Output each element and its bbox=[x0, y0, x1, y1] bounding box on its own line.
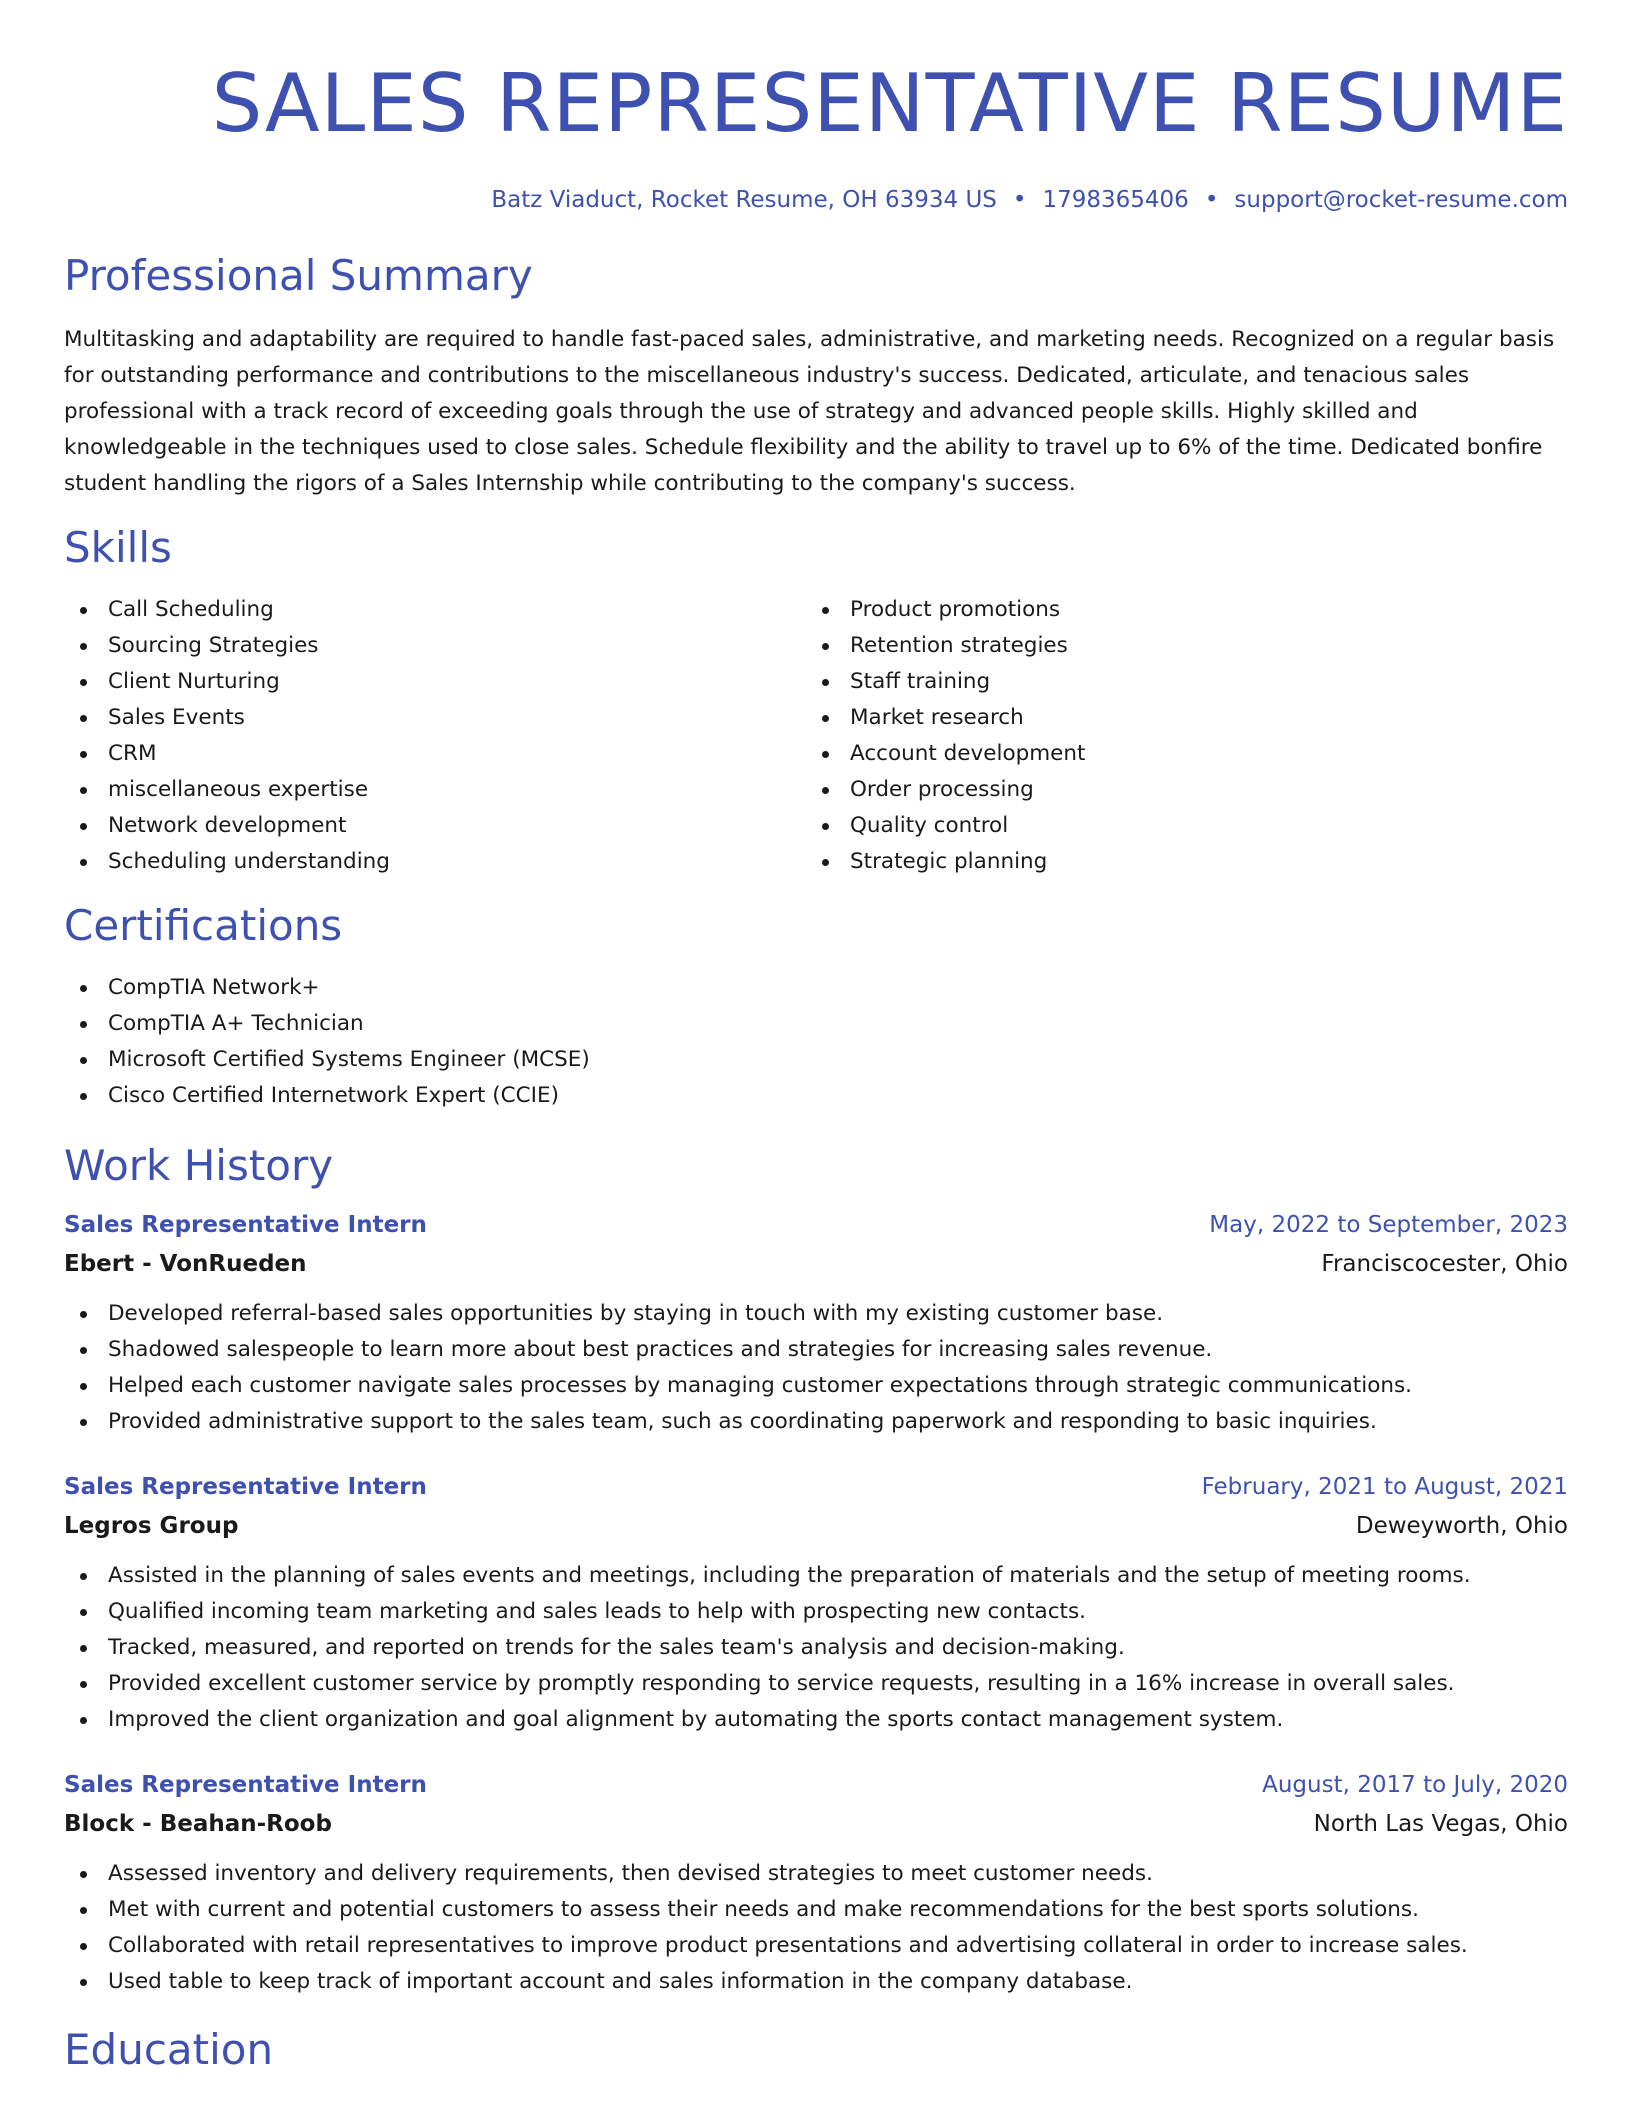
job-bullets bbox=[64, 1856, 1568, 2000]
work-history-section bbox=[64, 1138, 1568, 2000]
job-title: Sales Representative Intern bbox=[64, 1474, 427, 1500]
resume-page bbox=[64, 0, 1568, 2078]
skill-item: Scheduling understanding bbox=[64, 844, 806, 880]
skills-list-left bbox=[64, 592, 806, 880]
job-bullet: Improved the client organization and goal alignment by automating the sports contact management system. bbox=[64, 1702, 1568, 1738]
skill-item: Market research bbox=[806, 700, 1548, 736]
job-header bbox=[64, 1766, 1568, 1804]
certification-item: CompTIA A+ Technician bbox=[64, 1006, 1568, 1042]
job-title: Sales Representative Intern bbox=[64, 1772, 427, 1798]
job-bullet: Qualified incoming team marketing and sales leads to help with prospecting new contacts. bbox=[64, 1594, 1568, 1630]
certification-item: CompTIA Network+ bbox=[64, 970, 1568, 1006]
job-location: Franciscocester, Ohio bbox=[1321, 1251, 1568, 1277]
job-location: North Las Vegas, Ohio bbox=[1313, 1811, 1568, 1837]
skill-item: Network development bbox=[64, 808, 806, 844]
contact-address: Batz Viaduct, Rocket Resume, OH 63934 US bbox=[491, 187, 997, 213]
job-header bbox=[64, 1206, 1568, 1244]
contact-email: support@rocket-resume.com bbox=[1234, 187, 1568, 213]
certification-item: Cisco Certified Internetwork Expert (CCIE) bbox=[64, 1078, 1568, 1114]
skills-grid bbox=[64, 592, 1568, 880]
job-location: Deweyworth, Ohio bbox=[1355, 1513, 1568, 1539]
resume-title: SALES REPRESENTATIVE RESUME bbox=[211, 57, 1568, 150]
section-heading-summary: Professional Summary bbox=[64, 251, 533, 300]
job-company: Block - Beahan-Roob bbox=[64, 1811, 332, 1837]
job-bullet: Assessed inventory and delivery requirements, then devised strategies to meet customer needs. bbox=[64, 1856, 1568, 1892]
contact-separator: • bbox=[1012, 187, 1027, 213]
job-dates: August, 2017 to July, 2020 bbox=[1262, 1772, 1568, 1798]
job-entry bbox=[64, 1206, 1568, 1440]
skill-item: CRM bbox=[64, 736, 806, 772]
job-dates: February, 2021 to August, 2021 bbox=[1201, 1474, 1568, 1500]
job-bullet: Collaborated with retail representatives to improve product presentations and advertising collateral in order to increase sales. bbox=[64, 1928, 1568, 1964]
skill-item: Staff training bbox=[806, 664, 1548, 700]
job-bullet: Assisted in the planning of sales events and meetings, including the preparation of materials and the setup of meeting rooms. bbox=[64, 1558, 1568, 1594]
section-heading-certifications: Certifications bbox=[64, 901, 343, 950]
job-entry bbox=[64, 1766, 1568, 2000]
certifications-list bbox=[64, 970, 1568, 1114]
summary-section bbox=[64, 248, 1568, 502]
job-dates: May, 2022 to September, 2023 bbox=[1209, 1212, 1568, 1238]
job-bullet: Developed referral-based sales opportunities by staying in touch with my existing customer base. bbox=[64, 1296, 1568, 1332]
skill-item: Order processing bbox=[806, 772, 1548, 808]
job-bullets bbox=[64, 1296, 1568, 1440]
job-company: Legros Group bbox=[64, 1513, 239, 1539]
job-title: Sales Representative Intern bbox=[64, 1212, 427, 1238]
job-bullets bbox=[64, 1558, 1568, 1738]
skill-item: Sourcing Strategies bbox=[64, 628, 806, 664]
skill-item: Account development bbox=[806, 736, 1548, 772]
skill-item: Retention strategies bbox=[806, 628, 1548, 664]
skill-item: miscellaneous expertise bbox=[64, 772, 806, 808]
skill-item: Sales Events bbox=[64, 700, 806, 736]
skills-section bbox=[64, 520, 1568, 880]
contact-separator: • bbox=[1204, 187, 1219, 213]
job-entry bbox=[64, 1468, 1568, 1738]
job-bullet: Provided administrative support to the sales team, such as coordinating paperwork and responding to basic inquiries. bbox=[64, 1404, 1568, 1440]
job-bullet: Shadowed salespeople to learn more about best practices and strategies for increasing sales revenue. bbox=[64, 1332, 1568, 1368]
section-heading-work-history: Work History bbox=[64, 1141, 334, 1190]
job-subheader bbox=[64, 1244, 1568, 1284]
section-heading-skills: Skills bbox=[64, 523, 172, 572]
skill-item: Quality control bbox=[806, 808, 1548, 844]
job-bullet: Helped each customer navigate sales processes by managing customer expectations through strategic communications. bbox=[64, 1368, 1568, 1404]
skill-item: Product promotions bbox=[806, 592, 1548, 628]
job-header bbox=[64, 1468, 1568, 1506]
certifications-section bbox=[64, 898, 1568, 1114]
skill-item: Call Scheduling bbox=[64, 592, 806, 628]
job-subheader bbox=[64, 1506, 1568, 1546]
contact-line bbox=[64, 182, 1568, 218]
certification-item: Microsoft Certified Systems Engineer (MCSE) bbox=[64, 1042, 1568, 1078]
job-subheader bbox=[64, 1804, 1568, 1844]
job-bullet: Tracked, measured, and reported on trends for the sales team's analysis and decision-making. bbox=[64, 1630, 1568, 1666]
job-company: Ebert - VonRueden bbox=[64, 1251, 307, 1277]
skill-item: Client Nurturing bbox=[64, 664, 806, 700]
skill-item: Strategic planning bbox=[806, 844, 1548, 880]
job-bullet: Used table to keep track of important account and sales information in the company database. bbox=[64, 1964, 1568, 2000]
education-section bbox=[64, 2022, 1568, 2078]
skills-list-right bbox=[806, 592, 1548, 880]
job-bullet: Provided excellent customer service by promptly responding to service requests, resulting in a 16% increase in overall sales. bbox=[64, 1666, 1568, 1702]
job-bullet: Met with current and potential customers to assess their needs and make recommendations for the best sports solutions. bbox=[64, 1892, 1568, 1928]
section-heading-education: Education bbox=[64, 2025, 274, 2074]
summary-text: Multitasking and adaptability are required to handle fast-paced sales, administrative, and marketing needs. Recognized on a regular basis for outstanding performance and contributions to the miscellaneous industry's success. Dedicated, articulate, and tenacious sales professional with a track record of exceeding goals through the use of strategy and advanced people skills. Highly skilled and knowledgeable in the techniques used to close sales. Schedule flexibility and the ability to travel up to 6% of the time. Dedicated bonfire student handling the rigors of a Sales Internship while contributing to the company's success. bbox=[64, 327, 1555, 496]
contact-phone: 1798365406 bbox=[1042, 187, 1189, 213]
